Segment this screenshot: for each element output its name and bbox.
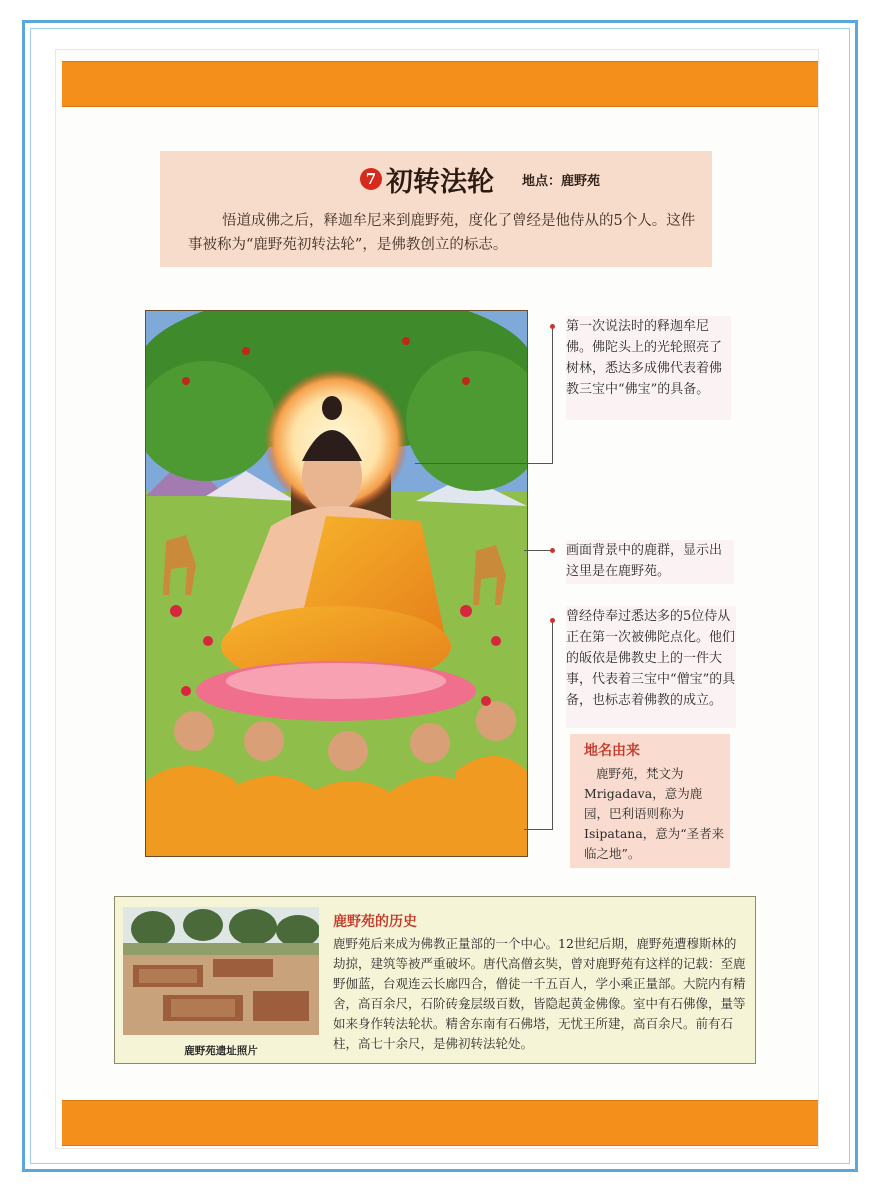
site-photo-image xyxy=(123,907,319,1035)
site-photo xyxy=(123,907,319,1035)
buddha-painting-illustration xyxy=(146,311,527,856)
buddha-painting xyxy=(145,310,528,857)
buddha-note: 第一次说法时的释迦牟尼佛。佛陀头上的光轮照亮了树林，悉达多成佛代表着佛教三宝中“佛宝”的具备。 xyxy=(566,316,731,420)
intro-text: 悟道成佛之后，释迦牟尼来到鹿野苑，度化了曾经是他侍从的5个人。这件事被称为“鹿野苑初转法轮”，是佛教创立的标志。 xyxy=(188,213,696,253)
name-origin-title: 地名由来 xyxy=(584,743,640,759)
page-title: 初转法轮 xyxy=(386,166,494,198)
history-title: 鹿野苑的历史 xyxy=(333,914,417,930)
name-origin-box xyxy=(570,734,730,868)
site-photo-caption: 鹿野苑遗址照片 xyxy=(184,1045,258,1057)
note3-marker xyxy=(550,618,555,623)
note1-marker xyxy=(550,324,555,329)
note3-connector-horizontal xyxy=(524,829,553,831)
note1-connector-horizontal xyxy=(415,463,553,465)
note3-connector-vertical xyxy=(552,620,554,830)
deer-note: 画面背景中的鹿群，显示出这里是在鹿野苑。 xyxy=(566,540,734,584)
note2-marker xyxy=(550,548,555,553)
section-number-badge: 7 xyxy=(360,168,382,190)
disciples-note: 曾经侍奉过悉达多的5位侍从正在第一次被佛陀点化。他们的皈依是佛教史上的一件大事，代表着三宝中“僧宝”的具备，也标志着佛教的成立。 xyxy=(566,606,736,728)
title-line xyxy=(360,159,600,199)
location-label: 地点：鹿野苑 xyxy=(522,173,601,189)
title-box xyxy=(160,151,712,267)
history-box xyxy=(114,896,756,1064)
note1-connector-vertical xyxy=(552,326,554,464)
name-origin-text: 鹿野苑，梵文为Mrigadava，意为鹿园，巴利语则称为Isipatana，意为“圣者来临之地”。 xyxy=(584,766,725,861)
top-band xyxy=(62,61,818,107)
history-text: 鹿野苑后来成为佛教正量部的一个中心。12世纪后期，鹿野苑遭穆斯林的劫掠，建筑等被严重破坏。唐代高僧玄奘，曾对鹿野苑有这样的记载：至鹿野伽蓝，台观连云长廊四合，僧徒一千五百人，学小乘正量部。大院内有精舍，高百余尺，石阶砖龛层级百数，皆隐起黄金佛像。室中有石佛像，量等如来身作转法轮状。精舍东南有石佛塔，无忧王所建，高百余尺。前有石柱，高七十余尺，是佛初转法轮处。 xyxy=(333,936,746,1051)
bottom-band xyxy=(62,1100,818,1146)
